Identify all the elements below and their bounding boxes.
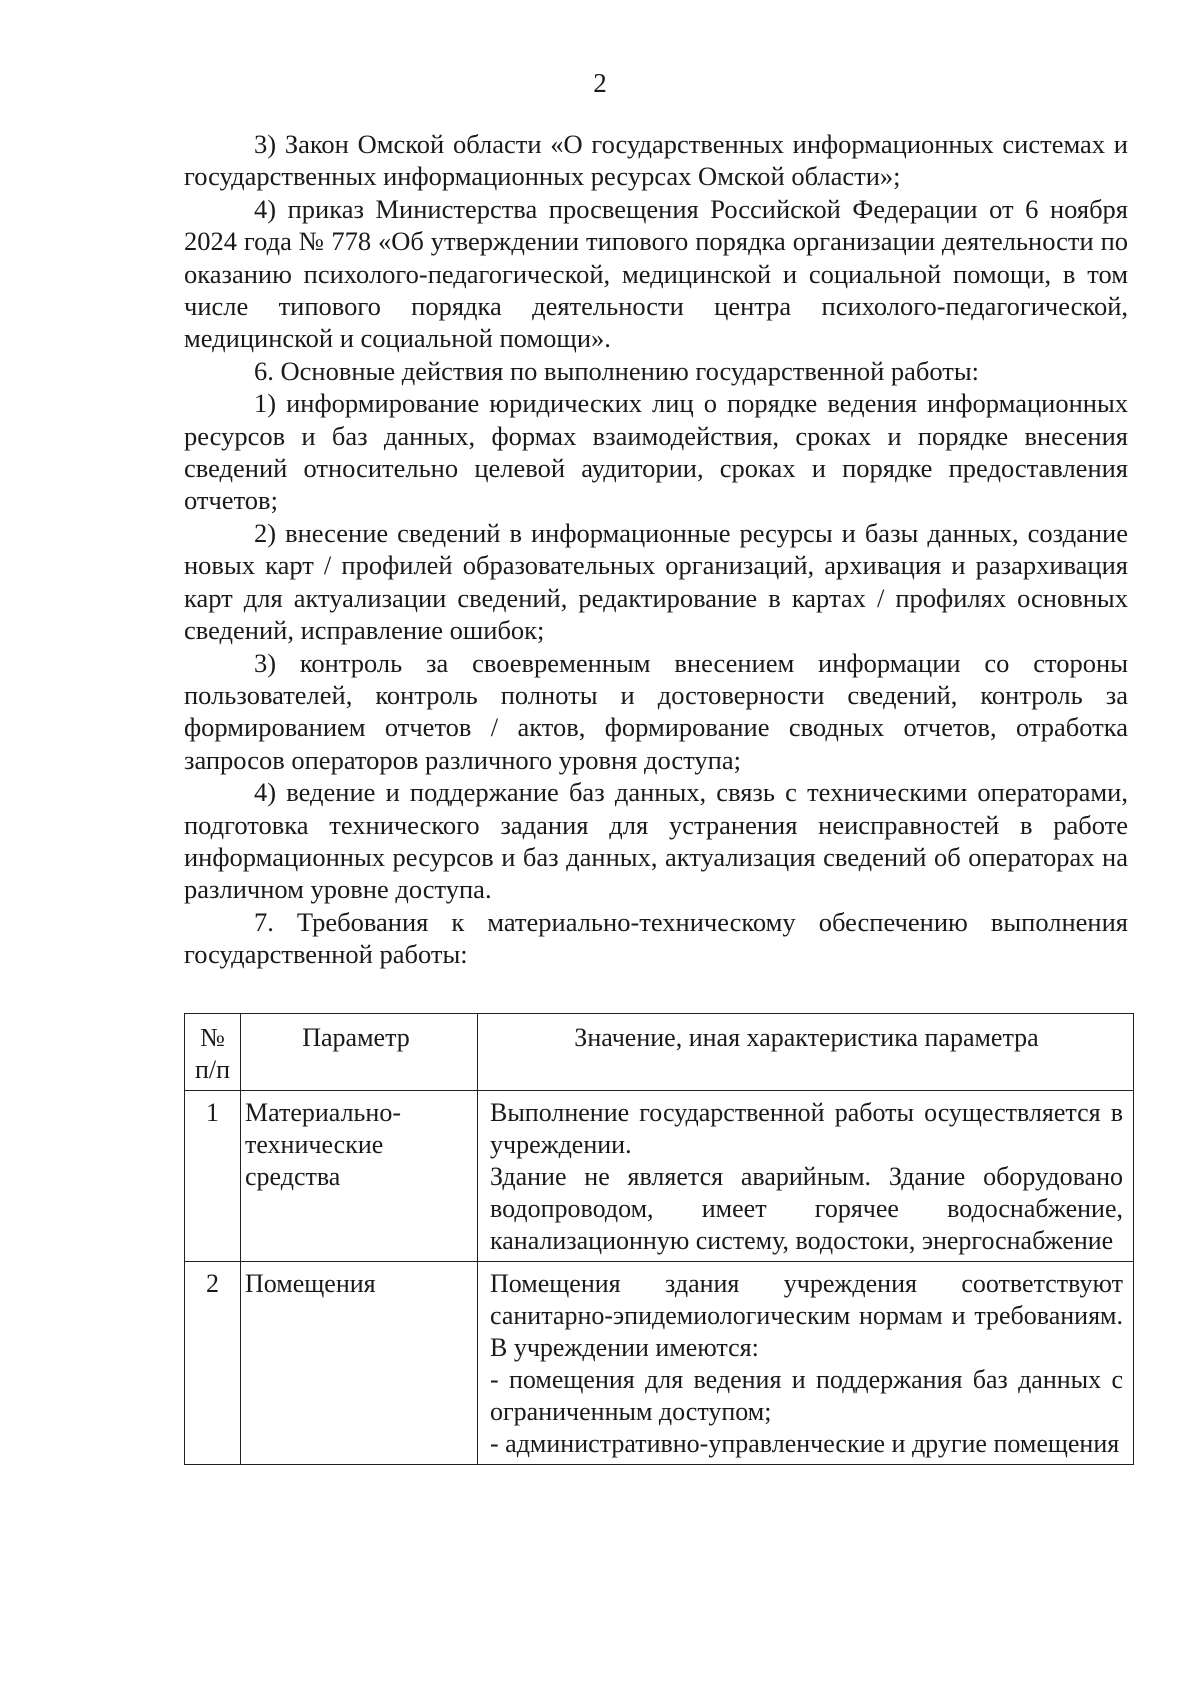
section-7-heading: 7. Требования к материально-техническому обеспечению выполнения государственной работы: <box>184 906 1128 970</box>
header-parameter: Параметр <box>241 1014 478 1091</box>
table-row <box>185 1262 1134 1465</box>
row-parameter <box>241 1262 478 1465</box>
action-item-2: 2) внесение сведений в информационные ресурсы и базы данных, создание новых карт / профилей образовательных организаций, архивация и разархивация карт для актуализации сведений, редактирование в картах / профилях основных сведений, исправление ошибок; <box>184 517 1128 646</box>
parameter-line: технические <box>245 1130 384 1159</box>
table-header-row <box>185 1014 1134 1091</box>
paragraph-order-item-4: 4) приказ Министерства просвещения Российской Федерации от 6 ноября 2024 года № 778 «Об утверждении типового порядка организации деятельности по оказанию психолого-педагогической, медицинской и социальной помощи, в том числе типового порядка деятельности центра психолого-педагогической, медицинской и социальной помощи». <box>184 193 1128 354</box>
section-6-heading: 6. Основные действия по выполнению государственной работы: <box>254 355 980 386</box>
action-item-1: 1) информирование юридических лиц о порядке ведения информационных ресурсов и баз данных, формах взаимодействия, сроках и порядке внесения сведений относительно целевой аудитории, сроках и порядке предоставления отчетов; <box>184 388 1128 516</box>
parameter-line: Помещения <box>245 1269 376 1298</box>
row-number: 1 <box>185 1091 241 1262</box>
requirements-table <box>184 1013 1134 1465</box>
row-value <box>478 1262 1134 1465</box>
value-paragraph: Здание не является аварийным. Здание оборудовано водопроводом, имеет горячее водоснабжение, канализационную систему, водостоки, энергоснабжение <box>490 1162 1123 1255</box>
row-value <box>478 1091 1134 1262</box>
table-row <box>185 1091 1134 1262</box>
value-paragraph: Помещения здания учреждения соответствуют санитарно-эпидемиологическим нормам и требованиям. В учреждении имеются: <box>490 1269 1123 1362</box>
page-number: 2 <box>593 68 607 98</box>
value-paragraph: - административно-управленческие и другие помещения <box>490 1429 1120 1458</box>
document-body <box>184 128 1128 971</box>
header-value: Значение, иная характеристика параметра <box>478 1014 1134 1091</box>
header-number: № п/п <box>185 1014 241 1091</box>
parameter-line: средства <box>245 1162 341 1191</box>
value-paragraph: Выполнение государственной работы осуществляется в учреждении. <box>490 1098 1123 1159</box>
action-item-4: 4) ведение и поддержание баз данных, связь с техническими операторами, подготовка технического задания для устранения неисправностей в работе информационных ресурсов и баз данных, актуализация сведений об операторах на различном уровне доступа. <box>184 777 1128 905</box>
row-parameter <box>241 1091 478 1262</box>
paragraph-law-item-3: 3) Закон Омской области «О государственных информационных системах и государственных информационных ресурсах Омской области»; <box>184 129 1128 192</box>
action-item-3: 3) контроль за своевременным внесением информации со стороны пользователей, контроль полноты и достоверности сведений, контроль за формированием отчетов / актов, формирование сводных отчетов, отработка запросов операторов различного уровня доступа; <box>184 647 1128 775</box>
row-number: 2 <box>185 1262 241 1465</box>
value-paragraph: - помещения для ведения и поддержания баз данных с ограниченным доступом; <box>490 1365 1123 1426</box>
parameter-line: Материально- <box>245 1098 401 1127</box>
